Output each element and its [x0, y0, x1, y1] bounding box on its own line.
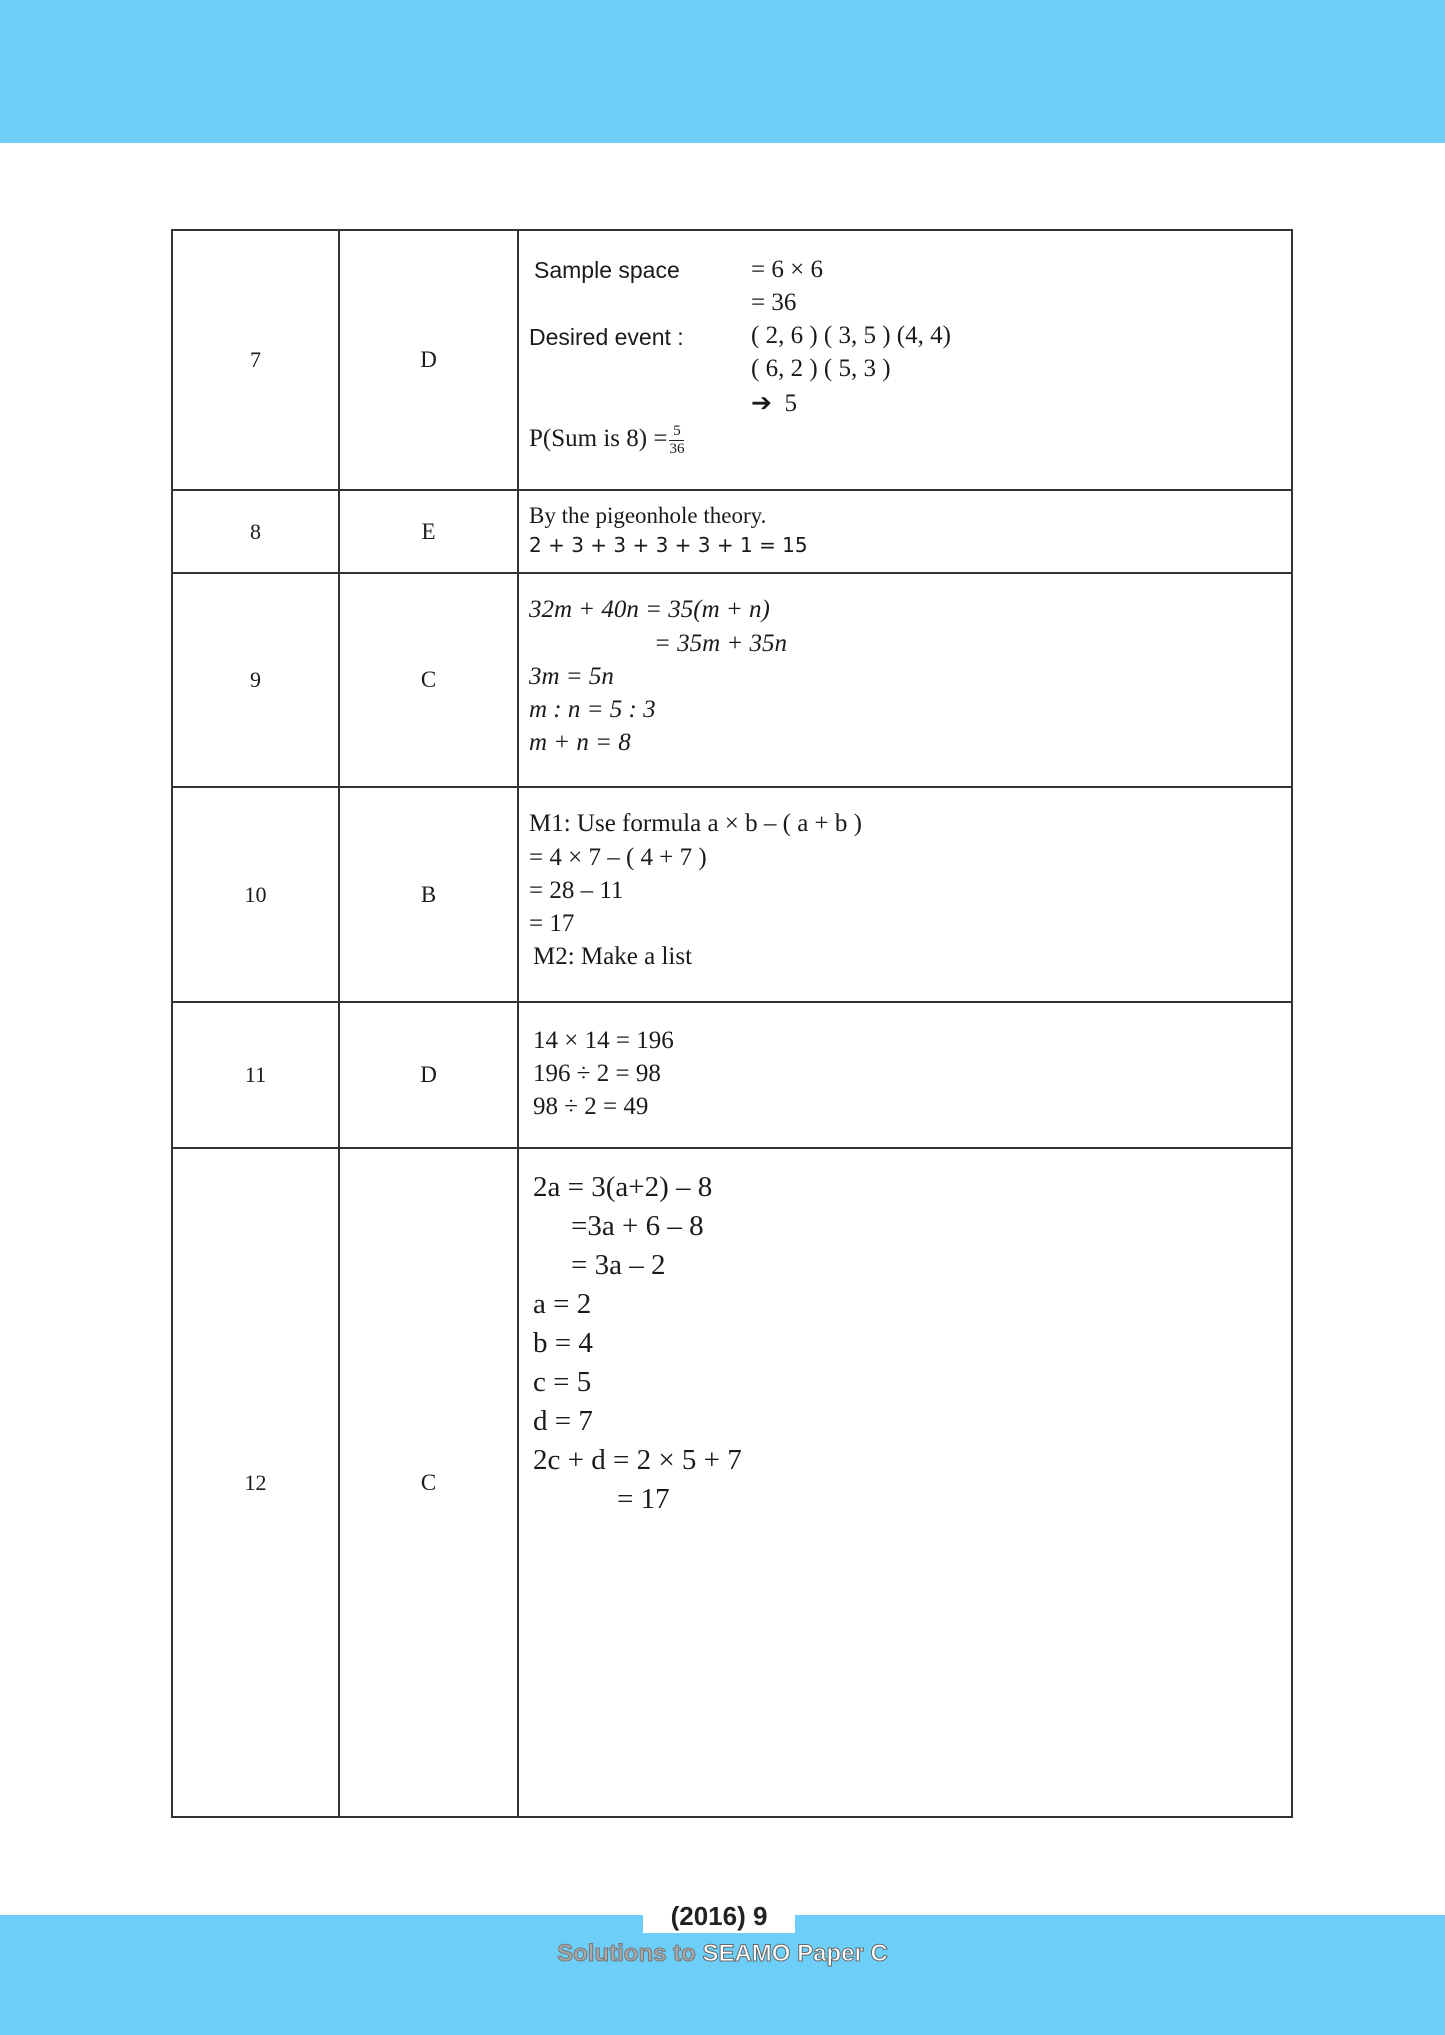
question-number: 8 — [172, 490, 339, 573]
working-line: 32m + 40n = 35(m + n) — [529, 596, 770, 623]
working-line: 14 × 14 = 196 — [533, 1027, 674, 1054]
working-line: a = 2 — [533, 1288, 592, 1320]
working-cell — [518, 573, 1292, 787]
probability-line — [529, 423, 684, 458]
table-row — [172, 230, 1292, 490]
working-cell — [518, 1148, 1292, 1817]
desired-event-line2: ( 6, 2 ) ( 5, 3 ) — [751, 355, 891, 382]
table-row — [172, 573, 1292, 787]
question-number: 7 — [172, 230, 339, 490]
working-line: =3a + 6 – 8 — [571, 1210, 704, 1242]
solutions-table — [171, 229, 1293, 1818]
sample-space-line1: = 6 × 6 — [751, 256, 823, 283]
arrow-right-icon: ➔ — [751, 390, 772, 417]
answer-letter: E — [339, 490, 518, 573]
working-cell — [518, 230, 1292, 490]
sample-space-line2: = 36 — [751, 289, 797, 316]
question-number: 9 — [172, 573, 339, 787]
table-row — [172, 787, 1292, 1002]
working-line: = 17 — [529, 910, 575, 937]
question-number: 12 — [172, 1148, 339, 1817]
working-line: b = 4 — [533, 1327, 593, 1359]
working-line: = 17 — [617, 1483, 670, 1515]
count-line — [751, 388, 797, 418]
answer-letter: C — [339, 573, 518, 787]
working-line: By the pigeonhole theory. — [529, 503, 767, 528]
header-band — [0, 0, 1445, 143]
answer-letter: D — [339, 1002, 518, 1148]
working-line: 3m = 5n — [529, 663, 614, 690]
table-row — [172, 490, 1292, 573]
footer-band — [0, 1915, 1445, 2035]
probability-fraction — [669, 423, 684, 458]
working-cell — [518, 1002, 1292, 1148]
working-line: c = 5 — [533, 1366, 592, 1398]
working-line: m : n = 5 : 3 — [529, 696, 656, 723]
working-line: M1: Use formula a × b – ( a + b ) — [529, 810, 862, 837]
desired-event-line1: ( 2, 6 ) ( 3, 5 ) (4, 4) — [751, 322, 951, 349]
working-line: = 4 × 7 – ( 4 + 7 ) — [529, 844, 707, 871]
working-line: = 3a – 2 — [571, 1249, 666, 1281]
page-number: (2016) 9 — [670, 1901, 768, 1931]
working-line: M2: Make a list — [533, 943, 693, 970]
working-line: 2a = 3(a+2) – 8 — [533, 1171, 713, 1203]
working-line: 2 + 3 + 3 + 3 + 3 + 1 = 15 — [529, 533, 808, 557]
fraction-denominator: 36 — [669, 441, 685, 457]
desired-event-label: Desired event : — [529, 324, 684, 350]
working-line: = 35m + 35n — [654, 630, 788, 657]
table-row — [172, 1002, 1292, 1148]
footer-title — [0, 1940, 1445, 1968]
working-line: = 28 – 11 — [529, 877, 624, 904]
probability-label: P(Sum is 8) = — [529, 425, 668, 453]
question-number: 11 — [172, 1002, 339, 1148]
working-line: m + n = 8 — [529, 729, 631, 756]
working-cell — [518, 490, 1292, 573]
fraction-numerator: 5 — [669, 423, 684, 441]
working-line: d = 7 — [533, 1405, 593, 1437]
working-line: 2c + d = 2 × 5 + 7 — [533, 1444, 742, 1476]
footer-title-part1: Solutions to — [557, 1940, 703, 1967]
working-line: 98 ÷ 2 = 49 — [533, 1093, 649, 1120]
working-line: 196 ÷ 2 = 98 — [533, 1060, 661, 1087]
answer-letter: C — [339, 1148, 518, 1817]
footer-title-part2: SEAMO Paper C — [702, 1940, 888, 1967]
answer-letter: B — [339, 787, 518, 1002]
sample-space-label: Sample space — [534, 257, 680, 283]
working-cell — [518, 787, 1292, 1002]
question-number: 10 — [172, 787, 339, 1002]
answer-letter: D — [339, 230, 518, 490]
event-count: 5 — [784, 390, 797, 417]
table-row — [172, 1148, 1292, 1817]
